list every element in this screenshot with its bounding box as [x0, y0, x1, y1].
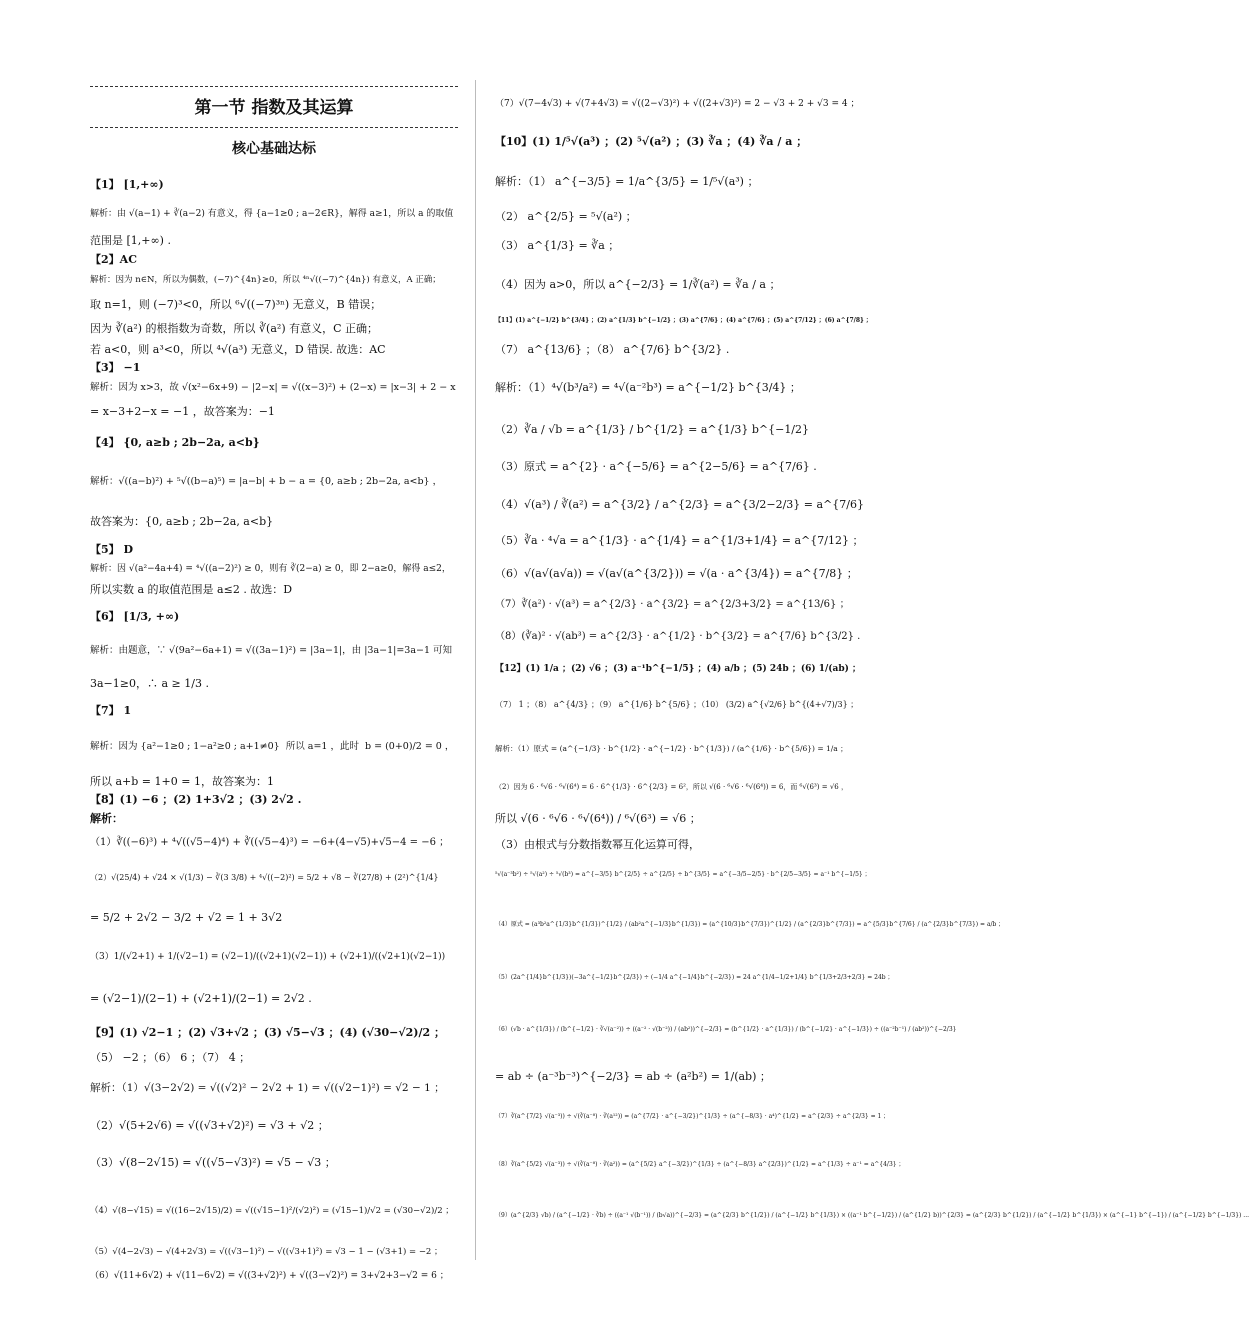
solution-line: （2） a^{2/5} = ⁵√(a²) ；: [495, 209, 637, 223]
solution-line: = (√2−1)/(2−1) + (√2+1)/(2−1) = 2√2 .: [90, 991, 312, 1005]
solution-line: （3）√(8−2√15) = √((√5−√3)²) = √5 − √3 ；: [90, 1155, 336, 1169]
section-subtitle: 核心基础达标: [232, 141, 316, 157]
solution-line: （5）(2a^{1/4}b^{1/3})(−3a^{−1/2}b^{2/3}) ÷ (−1/4 a^{−1/4}b^{−2/3}) = 24 a^{1/4−1/2+1/4} b^{1/3+2/3+2/3} = 24b ；: [495, 974, 894, 981]
solution-line: （3）原式 = a^{2} · a^{−5/6} = a^{2−5/6} = a^{7/6} .: [495, 459, 817, 473]
solution-line: （3）1/(√2+1) + 1/(√2−1) = (√2−1)/((√2+1)(√2−1)) + (√2+1)/((√2+1)(√2−1)): [90, 951, 446, 962]
answer-line: 【11】(1) a^{−1/2} b^{3/4} ；(2) a^{1/3} b^{−1/2} ；(3) a^{7/6} ；(4) a^{7/6} ；(5) a^{7/12} ；(6) a^{7/8} ；: [495, 317, 872, 324]
solution-line: （7）√(7−4√3) + √(7+4√3) = √((2−√3)²) + √((2+√3)²) = 2 − √3 + 2 + √3 = 4 ；: [495, 98, 860, 109]
solution-line: 解析：由题意，∵ √(9a²−6a+1) = √((3a−1)²) = |3a−1|，由 |3a−1|=3a−1 可知: [90, 645, 453, 657]
solution-line: 解析：因 √(a²−4a+4) = ⁴√((a−2)²) ≥ 0，则有 ∛(2−a) ≥ 0，即 2−a≥0，解得 a≤2，: [90, 563, 451, 574]
solution-line: 因为 ∛(a²) 的根指数为奇数，所以 ∛(a²) 有意义，C 正确；: [90, 321, 379, 335]
solution-line: 解析：因为 {a²−1≥0 ; 1−a²≥0 ; a+1≠0} 所以 a=1 ，此时 b = (0+0)/2 = 0 ，: [90, 741, 455, 753]
solution-line: （8）∛(a^{5/2} √(a⁻³)) ÷ √(∛(a⁻⁸) · ∛(a²)) = (a^{5/2} a^{−3/2})^{1/3} ÷ (a^{−8/3} a^{2/3})^{1/2} = a^{1/3} ÷ a⁻¹ = a^{4/3} ；: [495, 1161, 905, 1168]
solution-line: 解析：由 √(a−1) + ∛(a−2) 有意义，得 {a−1≥0 ; a−2∈R}，解得 a≥1，所以 a 的取值: [90, 208, 454, 219]
answer-line: 【6】 [1/3, +∞): [90, 609, 180, 623]
solution-line: （6）√(11+6√2) + √(11−6√2) = √((3+√2)²) + √((3−√2)²) = 3+√2+3−√2 = 6 ；: [90, 1270, 449, 1281]
answer-line: 【2】AC: [90, 252, 137, 266]
solution-line: 解析：（1）√(3−2√2) = √((√2)² − 2√2 + 1) = √((√2−1)²) = √2 − 1 ；: [90, 1081, 445, 1094]
bottom-dashed-rule: [90, 127, 458, 128]
answer-line: 【7】 1: [90, 703, 132, 717]
solution-line: （2）√(25/4) + √24 × √(1/3) − ∛(3 3/8) + ⁴√((−2)²) = 5/2 + √8 − ∛(27/8) + (2²)^{1/4}: [90, 873, 439, 882]
solution-line: （5）∛a · ⁴√a = a^{1/3} · a^{1/4} = a^{1/3+1/4} = a^{7/12} ；: [495, 533, 864, 547]
solution-line: 解析：√((a−b)²) + ⁵√((b−a)⁵) = |a−b| + b − a = {0, a≥b ; 2b−2a, a<b} ，: [90, 476, 443, 488]
right-column: [495, 86, 1249, 1242]
left-solution-lines: [90, 170, 458, 1288]
solution-line: （7）∛(a^{7/2} √(a⁻³)) ÷ √(∛(a⁻⁸) · ∛(a¹²)) = (a^{7/2} · a^{−3/2})^{1/3} ÷ (a^{−8/3} · a⁴)^{1/2} = a^{2/3} ÷ a^{2/3} = 1 ；: [495, 1113, 890, 1120]
solution-line: （9）(a^{2/3} √b) / (a^{−1/2} · ∛b) ÷ ((a⁻¹ √(b⁻¹)) / (b√a))^{−2/3} = (a^{2/3} b^{1/2}) / (a^{−1/2} b^{1/3}) × ((a⁻¹ b^{−1/2}) / (a^{1/2} b))^{2/3} = (a^{2/3} b^{1/2}) / (a^{−1/2} b^{1/3}) × (a^{−1} b^{−1}) / (a^{−1/2} b^{−1/3}) ...: [495, 1212, 1249, 1219]
solution-line: （2）∛a / √b = a^{1/3} / b^{1/2} = a^{1/3} b^{−1/2}: [495, 422, 810, 436]
solution-line: = 5/2 + 2√2 − 3/2 + √2 = 1 + 3√2: [90, 910, 283, 924]
solution-line: 解析：（1）原式 = (a^{−1/3} · b^{1/2} · a^{−1/2} · b^{1/3}) / (a^{1/6} · b^{5/6}) = 1/a ；: [495, 744, 848, 754]
solution-line: 若 a<0，则 a³<0，所以 ⁴√(a³) 无意义，D 错误. 故选：AC: [90, 342, 386, 356]
solution-line: （7）∛(a²) · √(a³) = a^{2/3} · a^{3/2} = a^{2/3+3/2} = a^{13/6} ；: [495, 599, 850, 610]
solution-line: （1）∛((−6)³) + ⁴√((√5−4)⁴) + ∛((√5−4)³) = −6+(4−√5)+√5−4 = −6 ；: [90, 837, 450, 848]
solution-line: 所以 √(6 · ⁶√6 · ⁶√(6⁴)) / ⁶√(6³) = √6 ；: [495, 811, 701, 825]
answer-line: 【4】 {0, a≥b ; 2b−2a, a<b}: [90, 435, 260, 449]
solution-line: = x−3+2−x = −1 ，故答案为：−1: [90, 404, 275, 418]
solution-line: （3） a^{1/3} = ∛a ；: [495, 238, 620, 252]
solution-line: （4）√(a³) / ∛(a²) = a^{3/2} / a^{2/3} = a^{3/2−2/3} = a^{7/6}: [495, 497, 864, 511]
answer-line: 【9】(1) √2−1 ；(2) √3+√2 ；(3) √5−√3 ；(4) (√30−√2)/2 ；: [90, 1025, 445, 1039]
solution-line: 解析：因为 n∈N，所以为偶数，(−7)^{4n}≥0，所以 ⁴ⁿ√((−7)^{4n}) 有意义，A 正确；: [90, 274, 441, 285]
solution-line: （6）(√b · a^{1/3}) / (b^{−1/2} · ∛√(a⁻²)) ÷ ((a⁻² · √(b⁻²)) / (ab²))^{−2/3} = (b^{1/2} · a^{1/3}) / (b^{−1/2} · a^{−1/3}) ÷ ((a⁻²b⁻¹) / (ab²))^{−2/3}: [495, 1026, 957, 1033]
solution-line: （4）原式 = (a³b²a^{1/3}b^{1/3})^{1/2} / (ab²a^{−1/3}b^{1/3}) = (a^{10/3}b^{7/3})^{1/2} / (a^{2/3}b^{7/3}) = a^{5/3}b^{7/6} / (a^{2/3}b^{7/3}) = a/b ；: [495, 921, 1005, 928]
left-column: [90, 86, 458, 1288]
solution-line: 故答案为：{0, a≥b ; 2b−2a, a<b}: [90, 514, 274, 528]
solution-line: （4）因为 a>0，所以 a^{−2/3} = 1/∛(a²) = ∛a / a ；: [495, 277, 781, 291]
solution-line: （2）因为 6 · ⁶√6 · ⁶√(6⁴) = 6 · 6^{1/3} · 6^{2/3} = 6²，所以 √(6 · ⁶√6 · ⁶√(6⁴)) = 6，而 ⁶√(6³) = √6 ，: [495, 782, 848, 791]
answer-line: 【3】 −1: [90, 360, 141, 374]
solution-line: 解析：因为 x>3，故 √(x²−6x+9) − |2−x| = √((x−3)²) + (2−x) = |x−3| + 2 − x: [90, 382, 456, 394]
answer-line: 【12】(1) 1/a ；(2) √6 ；(3) a⁻¹b^{−1/5} ；(4) a/b ；(5) 24b ；(6) 1/(ab) ；: [495, 663, 862, 674]
solution-line: ⁵√(a⁻³b²) ÷ ⁵√(a²) ÷ ⁵√(b³) = a^{−3/5} b^{2/5} ÷ a^{2/5} ÷ b^{3/5} = a^{−3/5−2/5} · b^{2/5−3/5} = a⁻¹ b^{−1/5} ；: [495, 871, 871, 878]
solution-line: 范围是 [1,+∞) .: [90, 233, 171, 247]
solution-line: （5）√(4−2√3) − √(4+2√3) = √((√3−1)²) − √((√3+1)²) = √3 − 1 − (√3+1) = −2 ；: [90, 1246, 443, 1257]
solution-line: 所以 a+b = 1+0 = 1，故答案为：1: [90, 774, 274, 788]
answer-line: 【8】(1) −6 ；(2) 1+3√2 ；(3) 2√2 .: [90, 792, 302, 806]
solution-line: （7） 1 ；（8） a^{4/3} ；（9） a^{1/6} b^{5/6} ；（10） (3/2) a^{√2/6} b^{(4+√7)/3} ；: [495, 700, 859, 709]
answer-line: 【5】 D: [90, 542, 134, 556]
solution-line: （2）√(5+2√6) = √((√3+√2)²) = √3 + √2 ；: [90, 1118, 329, 1132]
answer-line: 【1】 [1,+∞): [90, 177, 164, 191]
solution-line: （8）(∛a)² · √(ab³) = a^{2/3} · a^{1/2} · b^{3/2} = a^{7/6} b^{3/2} .: [495, 631, 861, 642]
solution-line: （4）√(8−√15) = √((16−2√15)/2) = √((√15−1)²/(√2)²) = (√15−1)/√2 = (√30−√2)/2 ；: [90, 1205, 454, 1216]
section-title: 第一节 指数及其运算: [194, 98, 354, 118]
solution-line: （6）√(a√(a√a)) = √(a√(a^{3/2})) = √(a · a^{3/4}) = a^{7/8} ；: [495, 566, 858, 580]
solution-line: （3）由根式与分数指数幂互化运算可得，: [495, 837, 700, 851]
solution-line: 3a−1≥0，∴ a ≥ 1/3 .: [90, 676, 209, 690]
solution-line: （5） −2 ；（6） 6 ；（7） 4 ；: [90, 1050, 251, 1064]
solution-line: 解析：（1） a^{−3/5} = 1/a^{3/5} = 1/⁵√(a³) ；: [495, 174, 759, 188]
column-divider: [475, 80, 476, 1260]
answer-line: 解析：: [90, 811, 123, 825]
solution-line: （7） a^{13/6} ；（8） a^{7/6} b^{3/2} .: [495, 342, 730, 356]
top-dashed-rule: [90, 86, 458, 87]
answer-line: 【10】(1) 1/⁵√(a³) ；(2) ⁵√(a²) ；(3) ∛a ；(4) ∛a / a ；: [495, 134, 808, 148]
solution-line: 所以实数 a 的取值范围是 a≤2 . 故选：D: [90, 582, 293, 596]
solution-line: 解析：（1）⁴√(b³/a²) = ⁴√(a⁻²b³) = a^{−1/2} b^{3/4} ；: [495, 380, 801, 394]
solution-line: 取 n=1，则 (−7)³<0，所以 ⁶√((−7)³ⁿ) 无意义，B 错误；: [90, 297, 382, 311]
right-solution-lines: [495, 86, 1249, 1242]
solution-line: = ab ÷ (a⁻³b⁻³)^{−2/3} = ab ÷ (a²b²) = 1/(ab) ；: [495, 1069, 771, 1083]
